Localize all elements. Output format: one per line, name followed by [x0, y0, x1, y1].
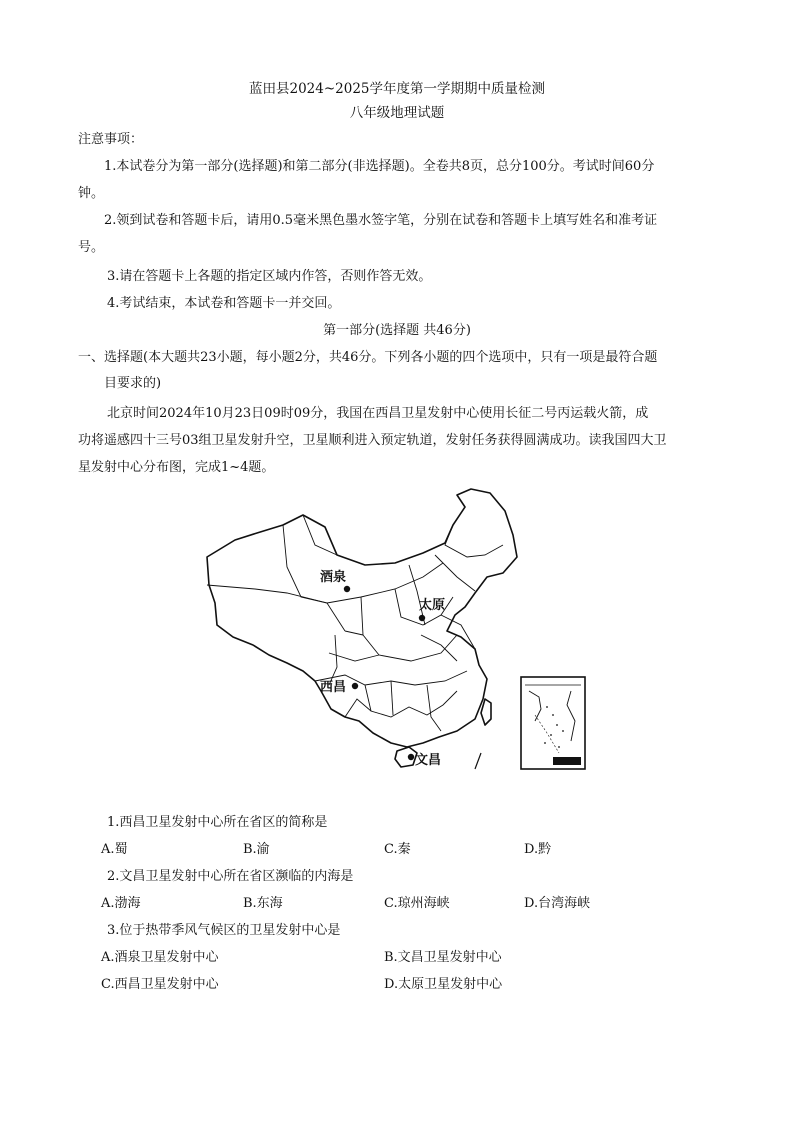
south-china-sea-inset [521, 677, 585, 769]
part1-heading: 第一部分(选择题 共46分) [323, 323, 471, 338]
xichang-label: 西昌 [320, 680, 347, 695]
note-item-1: 1.本试卷分为第一部分(选择题)和第二部分(非选择题)。全卷共8页，总分100分。考试时间60分 [104, 159, 655, 174]
q2-option-d[interactable]: D.台湾海峡 [524, 896, 591, 911]
passage-line-3: 星发射中心分布图，完成1~4题。 [78, 460, 275, 475]
taiyuan-marker [419, 615, 425, 621]
q1-option-b[interactable]: B.渝 [243, 842, 270, 857]
note-item-2: 2.领到试卷和答题卡后，请用0.5毫米黑色墨水签字笔，分别在试卷和答题卡上填写姓名和准考证 [104, 213, 658, 228]
wenchang-marker [408, 754, 414, 760]
exam-title: 蓝田县2024~2025学年度第一学期期中质量检测 [248, 81, 546, 97]
question-3-stem: 3.位于热带季风气候区的卫星发射中心是 [107, 923, 341, 938]
note-item-2-cont: 号。 [78, 240, 105, 255]
taiwan-island [481, 699, 491, 725]
q1-option-c[interactable]: C.秦 [384, 842, 411, 857]
jiuquan-label: 酒泉 [320, 570, 347, 585]
q2-option-a[interactable]: A.渤海 [101, 896, 141, 911]
q1-option-a[interactable]: A.蜀 [101, 842, 128, 857]
note-item-4: 4.考试结束，本试卷和答题卡一并交回。 [107, 296, 341, 311]
passage-line-2: 功将遥感四十三号03组卫星发射升空，卫星顺利进入预定轨道，发射任务获得圆满成功。读我国四大卫 [78, 433, 667, 448]
q1-option-d[interactable]: D.黔 [524, 842, 552, 857]
exam-subtitle: 八年级地理试题 [349, 105, 445, 121]
q2-option-c[interactable]: C.琼州海峡 [384, 896, 450, 911]
note-item-3: 3.请在答题卡上各题的指定区域内作答，否则作答无效。 [107, 269, 432, 284]
q3-option-c[interactable]: C.西昌卫星发射中心 [101, 977, 219, 992]
passage-line-1: 北京时间2024年10月23日09时09分，我国在西昌卫星发射中心使用长征二号丙运载火箭，成 [107, 406, 649, 421]
jiuquan-marker [344, 586, 350, 592]
q3-option-d[interactable]: D.太原卫星发射中心 [384, 977, 503, 992]
xichang-marker [352, 683, 358, 689]
q2-option-b[interactable]: B.东海 [243, 896, 283, 911]
section-instructions: 一、选择题(本大题共23小题，每小题2分，共46分。下列各小题的四个选项中，只有一项是最符合题 [78, 350, 658, 365]
china-map-figure [195, 485, 600, 775]
q3-option-a[interactable]: A.酒泉卫星发射中心 [101, 950, 219, 965]
note-item-1-cont: 钟。 [78, 186, 105, 201]
question-1-stem: 1.西昌卫星发射中心所在省区的简称是 [107, 815, 328, 830]
wenchang-label: 文昌 [415, 753, 442, 768]
q3-option-b[interactable]: B.文昌卫星发射中心 [384, 950, 502, 965]
question-2-stem: 2.文昌卫星发射中心所在省区濒临的内海是 [107, 869, 354, 884]
section-instructions-cont: 目要求的) [104, 376, 162, 391]
notes-heading: 注意事项： [78, 132, 144, 147]
taiyuan-label: 太原 [419, 598, 446, 613]
